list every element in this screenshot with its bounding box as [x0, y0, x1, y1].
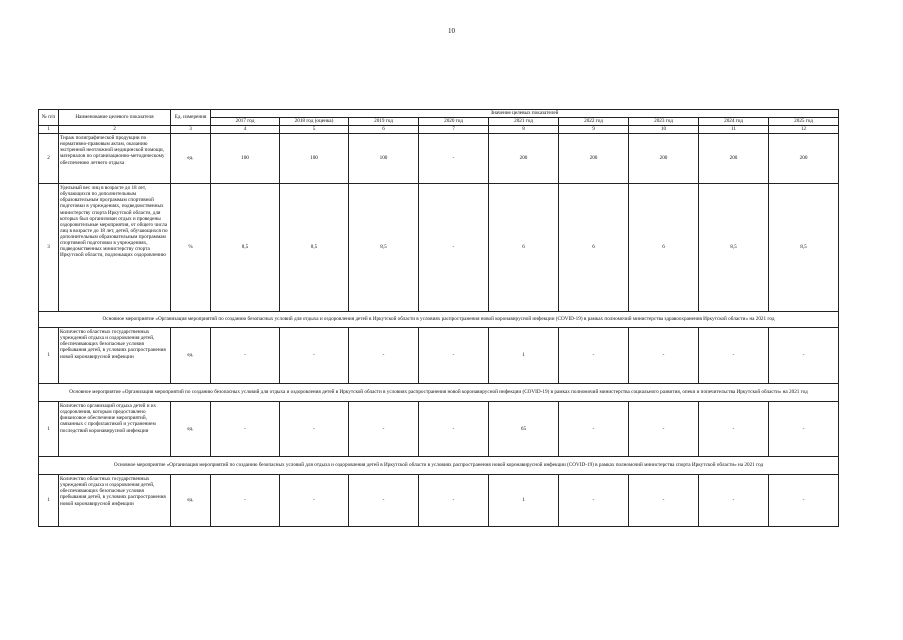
value-cell: -	[699, 475, 769, 527]
value-cell: 200	[489, 134, 559, 184]
value-cell: -	[349, 328, 419, 384]
column-number: 11	[699, 126, 769, 134]
value-cell: -	[280, 402, 349, 457]
value-cell: 8,5	[349, 184, 419, 312]
header-unit: Ед. измерения	[171, 110, 211, 126]
value-cell: 8,5	[211, 184, 280, 312]
value-cell: -	[349, 475, 419, 527]
value-cell: 8,5	[769, 184, 839, 312]
header-year: 2025 год	[769, 118, 839, 126]
indicator-name: Количество областных государственных учреждений отдыха и оздоровления детей, обеспечивающих безопасные условия пребывания детей, в условиях распространения новой коронавирусной инфекции	[59, 328, 171, 384]
value-cell: -	[211, 475, 280, 527]
column-number: 12	[769, 126, 839, 134]
row-number: 3	[39, 184, 59, 312]
row-number: 2	[39, 134, 59, 184]
value-cell: -	[211, 328, 280, 384]
value-cell: -	[419, 184, 489, 312]
value-cell: 200	[699, 134, 769, 184]
header-year: 2017 год	[211, 118, 280, 126]
row-number: 1	[39, 475, 59, 527]
header-year: 2020 год	[419, 118, 489, 126]
column-number: 6	[349, 126, 419, 134]
value-cell: 200	[559, 134, 629, 184]
value-cell: -	[629, 328, 699, 384]
value-cell: -	[559, 402, 629, 457]
header-year: 2019 год	[349, 118, 419, 126]
value-cell: -	[769, 475, 839, 527]
column-number: 5	[280, 126, 349, 134]
column-number: 8	[489, 126, 559, 134]
value-cell: -	[419, 402, 489, 457]
table-row	[39, 134, 839, 184]
table-row	[39, 402, 839, 457]
value-cell: -	[559, 328, 629, 384]
value-cell: 100	[211, 134, 280, 184]
column-number: 9	[559, 126, 629, 134]
header-name: Наименование целевого показателя	[59, 110, 171, 126]
value-cell: -	[559, 475, 629, 527]
column-number: 2	[59, 126, 171, 134]
header-year: 2023 год	[629, 118, 699, 126]
value-cell: -	[629, 475, 699, 527]
table-row	[39, 475, 839, 527]
row-number: 1	[39, 328, 59, 384]
indicator-name: Количество областных государственных учреждений отдыха и оздоровления детей, обеспечивающих безопасные условия пребывания детей, в условиях распространения новой коронавирусной инфекции	[59, 475, 171, 527]
column-number: 7	[419, 126, 489, 134]
value-cell: -	[211, 402, 280, 457]
section-row	[39, 384, 839, 402]
header-year: 2024 год	[699, 118, 769, 126]
table-row	[39, 184, 839, 312]
section-row	[39, 312, 839, 328]
value-cell: -	[280, 328, 349, 384]
header-year: 2022 год	[559, 118, 629, 126]
row-number: 1	[39, 402, 59, 457]
column-number: 10	[629, 126, 699, 134]
unit-cell: %	[171, 184, 211, 312]
value-cell: -	[629, 402, 699, 457]
value-cell: 200	[769, 134, 839, 184]
unit-cell: ед.	[171, 328, 211, 384]
column-number: 4	[211, 126, 280, 134]
value-cell: 65	[489, 402, 559, 457]
value-cell: -	[769, 328, 839, 384]
header-row-top	[39, 110, 839, 118]
column-number: 3	[171, 126, 211, 134]
value-cell: -	[699, 402, 769, 457]
value-cell: -	[280, 475, 349, 527]
header-values-group: Значение целевых показателей	[211, 110, 839, 118]
value-cell: 1	[489, 328, 559, 384]
value-cell: 100	[349, 134, 419, 184]
value-cell: -	[769, 402, 839, 457]
value-cell: 8,5	[280, 184, 349, 312]
section-title: Основное мероприятие «Организация мероприятий по созданию безопасных условий для отдыха и оздоровления детей в Иркутской области в условиях распространения новой коронавирусной инфекции (COVID-19) в рамках полномочий министерства спорта Иркутской области» на 2021 год	[39, 457, 839, 475]
unit-cell: ед.	[171, 134, 211, 184]
header-year: 2021 год	[489, 118, 559, 126]
indicator-name: Количество организаций отдыха детей и их оздоровления, которым предоставлено финансовое обеспечение мероприятий, связанных с профилактикой и устранением последствий коронавирусной инфекции	[59, 402, 171, 457]
column-number-row	[39, 126, 839, 134]
page-number: 10	[448, 27, 455, 35]
unit-cell: ед.	[171, 475, 211, 527]
value-cell: 6	[489, 184, 559, 312]
value-cell: 100	[280, 134, 349, 184]
table-row	[39, 328, 839, 384]
column-number: 1	[39, 126, 59, 134]
section-title: Основное мероприятие «Организация мероприятий по созданию безопасных условий для отдыха и оздоровления детей в Иркутской области в условиях распространения новой коронавирусной инфекции (COVID-19) в рамках полномочий министерства здравоохранения Иркутской области» на 2021 год	[39, 312, 839, 328]
value-cell: 8,5	[699, 184, 769, 312]
section-title: Основное мероприятие «Организация мероприятий по созданию безопасных условий для отдыха и оздоровления детей в Иркутской области в условиях распространения новой коронавирусной инфекции (COVID-19) в рамках полномочий министерства социального развития, опеки и попечительства Иркутской области» на 2021 год	[39, 384, 839, 402]
value-cell: -	[419, 134, 489, 184]
value-cell: 6	[629, 184, 699, 312]
value-cell: 6	[559, 184, 629, 312]
value-cell: -	[419, 328, 489, 384]
value-cell: 200	[629, 134, 699, 184]
value-cell: -	[349, 402, 419, 457]
value-cell: -	[419, 475, 489, 527]
header-num: № п/п	[39, 110, 59, 126]
indicator-name: Тираж полиграфической продукции по нормативно-правовым актам, оказанию экстренной неотложной медицинской помощи, материалов по организационно-методическому обеспечению летнего отдыха	[59, 134, 171, 184]
header-year: 2018 год (оценка)	[280, 118, 349, 126]
target-indicators-table	[38, 109, 839, 527]
section-row	[39, 457, 839, 475]
value-cell: -	[699, 328, 769, 384]
unit-cell: ед.	[171, 402, 211, 457]
value-cell: 1	[489, 475, 559, 527]
indicator-name: Удельный вес лиц в возрасте до 18 лет, обучающихся по дополнительным образовательным программам спортивной подготовки в учреждениях, подведомственных министерству спорта Иркутской области, для которых был организован отдых и проведены оздоровительные мероприятия, от общего числа лиц в возрасте до 18 лет, детей, обучающихся по дополнительным образовательным программам спортивной подготовки в учреждениях, подведомственных министерству спорта Иркутской области, подлежащих оздоровлению	[59, 184, 171, 312]
